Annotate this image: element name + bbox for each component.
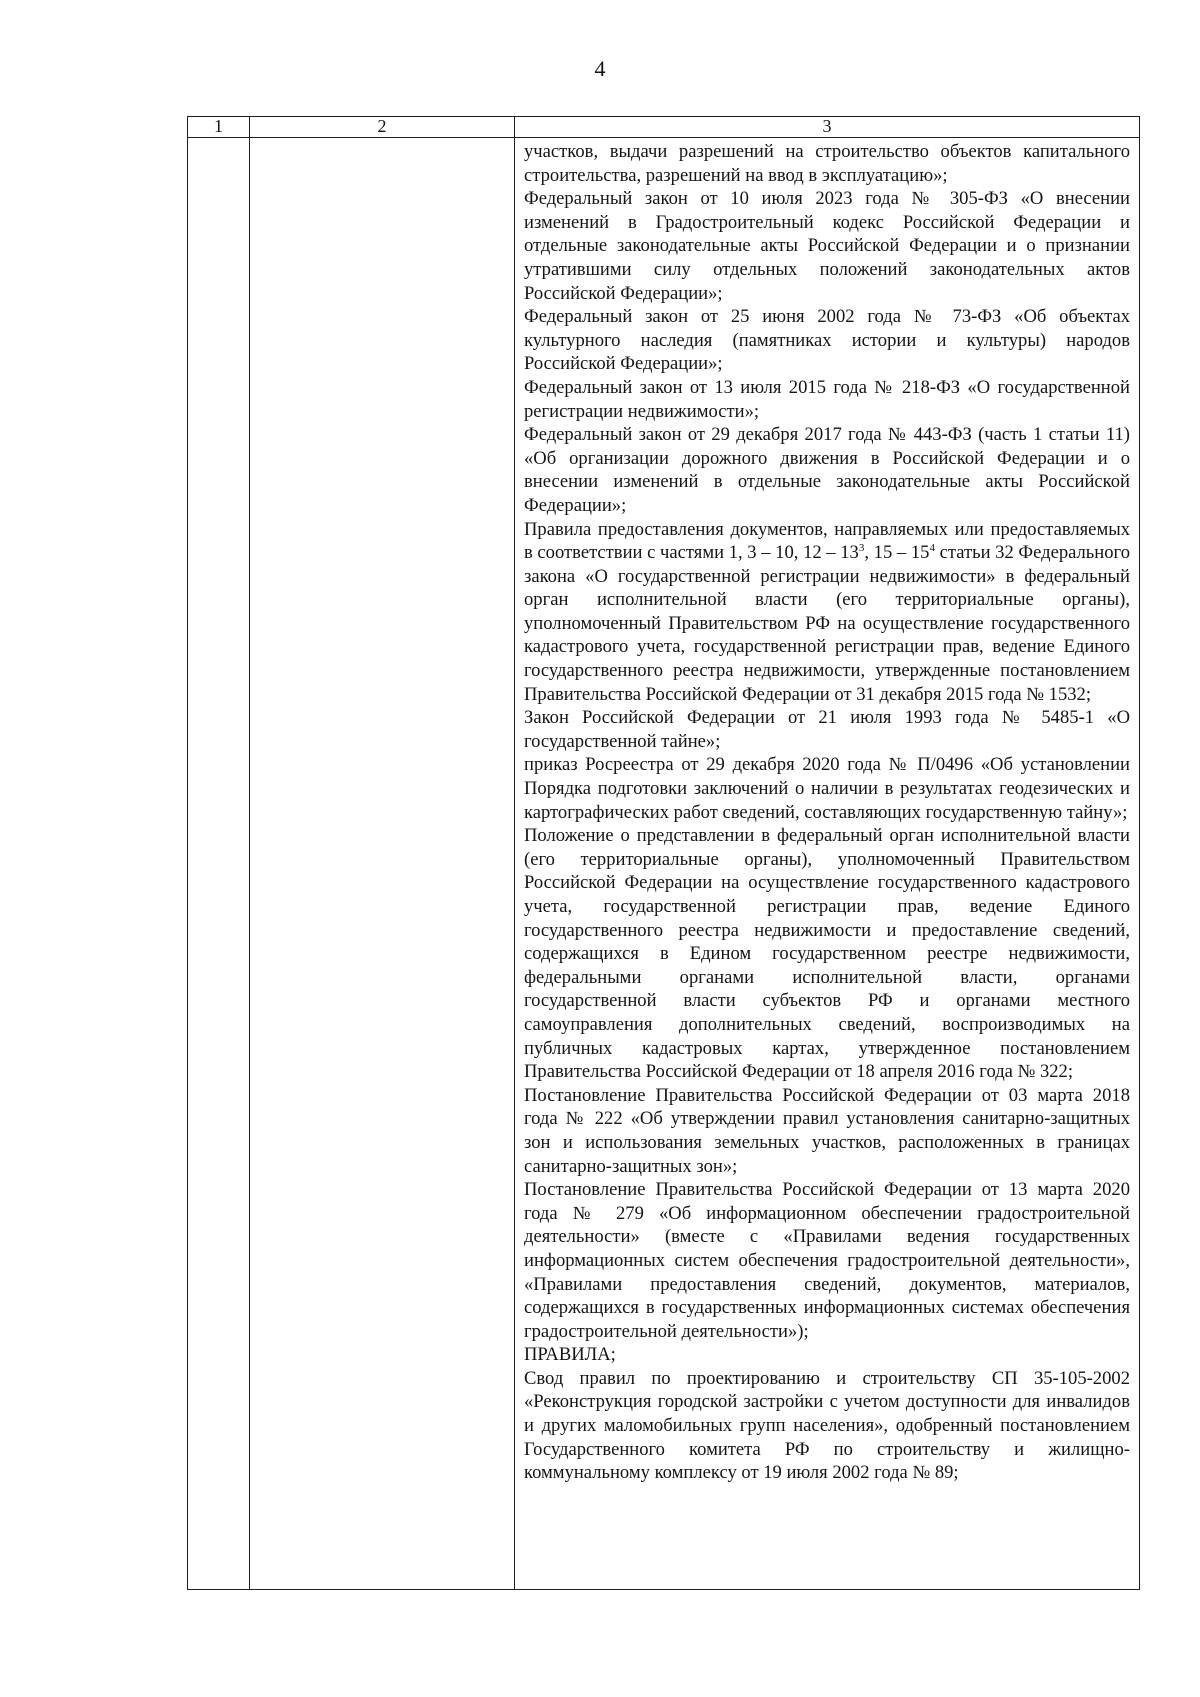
cell-column-2 <box>250 138 515 1590</box>
law-entry: Постановление Правительства Российской Федерации от 13 марта 2020 года № 279 «Об информационном обеспечении градостроительной деятельности» (вместе с «Правилами ведения государственных информационных систем обеспечения градостроительной деятельности», «Правилами предоставления сведений, документов, материалов, содержащихся в государственных информационных системах обеспечения градостроительной деятельности»); <box>524 1179 1130 1342</box>
page-number: 4 <box>594 56 606 81</box>
table-header-row <box>188 117 1140 138</box>
law-entry-text: , 15 – 15 <box>864 542 930 564</box>
law-entry-text: статьи 32 Федерального закона «О государственной регистрации недвижимости» в федеральный орган исполнительной власти (его территориальные органы), уполномоченный Правительством РФ на осуществление государственного кадастрового учета, государственной регистрации прав, ведение Единого государственного реестра недвижимости, утвержденные постановлением Правительства Российской Федерации от 31 декабря 2015 года № 1532; <box>524 542 1130 705</box>
superscript: 4 <box>929 542 935 555</box>
law-entry-text: Правила предоставления документов, направляемых или предоставляемых в соответствии с частями 1, 3 – 10, 12 – 13 <box>524 518 1130 564</box>
law-entry: Свод правил по проектированию и строительству СП 35-105-2002 «Реконструкция городской застройки с учетом доступности для инвалидов и других маломобильных групп населения», одобренный постановлением Государственного комитета РФ по строительству и жилищно-коммунальному комплексу от 19 июля 2002 года № 89; <box>524 1367 1130 1484</box>
law-entry: Федеральный закон от 13 июля 2015 года № 218-ФЗ «О государственной регистрации недвижимости»; <box>524 376 1130 422</box>
law-entry: приказ Росреестра от 29 декабря 2020 года № П/0496 «Об установлении Порядка подготовки заключений о наличии в результатах геодезических и картографических работ сведений, составляющих государственную тайну»; <box>524 754 1130 823</box>
column-header-3: 3 <box>515 117 1140 138</box>
law-entry: Закон Российской Федерации от 21 июля 1993 года № 5485-1 «О государственной тайне»; <box>524 707 1130 752</box>
law-entry: Постановление Правительства Российской Федерации от 03 марта 2018 года № 222 «Об утверждении правил установления санитарно-защитных зон и использования земельных участков, расположенных в границах санитарно-защитных зон»; <box>524 1084 1130 1177</box>
law-entry: Федеральный закон от 10 июля 2023 года № 305-ФЗ «О внесении изменений в Градостроительный кодекс Российской Федерации и отдельные законодательные акты Российской Федерации и о признании утратившими силу отдельных положений законодательных актов Российской Федерации»; <box>524 188 1130 304</box>
law-entry: Положение о представлении в федеральный орган исполнительной власти (его территориальные органы), уполномоченный Правительством Российской Федерации на осуществление государственного кадастрового учета, государственной регистрации прав, ведение Единого государственного реестра недвижимости и предоставление сведений, содержащихся в Едином государственном реестре недвижимости, федеральными органами исполнительной власти, органами государственной власти субъектов РФ и органами местного самоуправления дополнительных сведений, воспроизводимых на публичных кадастровых картах, утвержденное постановлением Правительства Российской Федерации от 18 апреля 2016 года № 322; <box>524 825 1130 1083</box>
cell-column-1 <box>188 138 250 1590</box>
law-entry: ПРАВИЛА; <box>524 1344 616 1366</box>
column-header-1: 1 <box>188 117 250 138</box>
superscript: 3 <box>858 542 865 555</box>
table-row <box>188 138 1140 1590</box>
column-header-2: 2 <box>250 117 515 138</box>
law-entry: Федеральный закон от 25 июня 2002 года № 73-ФЗ «Об объектах культурного наследия (памятниках истории и культуры) народов Российской Федерации»; <box>524 306 1130 375</box>
cell-column-3 <box>515 138 1140 1590</box>
law-entry: участков, выдачи разрешений на строительство объектов капитального строительства, разрешений на ввод в эксплуатацию»; <box>524 141 1130 186</box>
law-entry: Федеральный закон от 29 декабря 2017 года № 443-ФЗ (часть 1 статьи 11) «Об организации дорожного движения в Российской Федерации и о внесении изменений в отдельные законодательные акты Российской Федерации»; <box>524 424 1130 516</box>
document-table <box>187 116 1140 1590</box>
law-entry <box>524 518 1130 707</box>
